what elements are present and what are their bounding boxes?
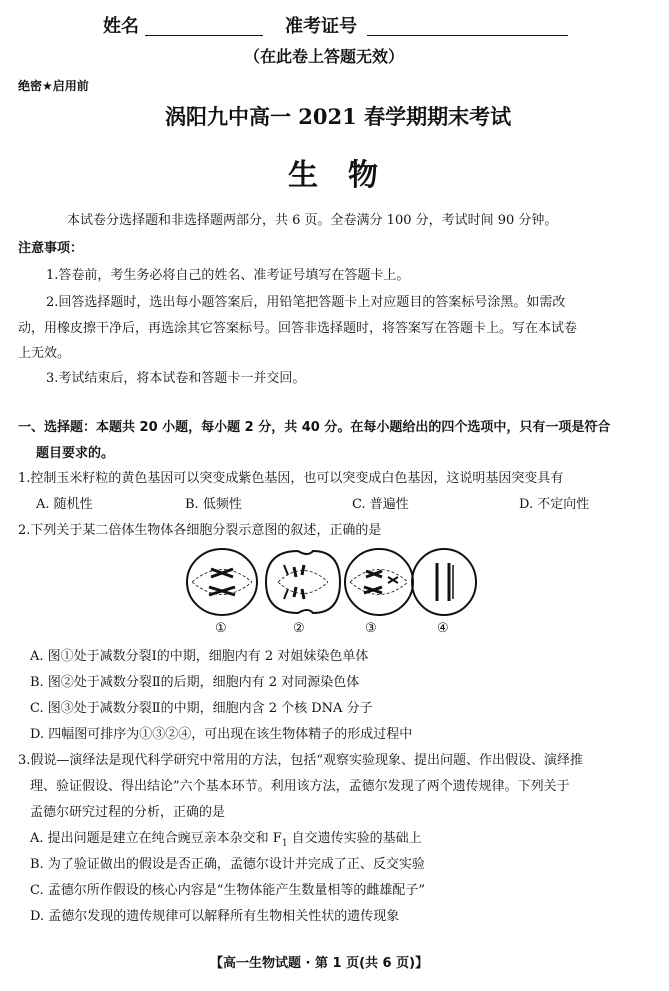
question-3-option-a-subscript: 1	[281, 838, 288, 849]
cell-3-diagram	[345, 549, 413, 615]
question-2-stem: 2.下列关于某二倍体生物体各细胞分裂示意图的叙述，正确的是	[18, 523, 382, 538]
notice-item-2-line-2: 动，用橡皮擦干净后，再选涂其它答案标号。回答非选择题时，将答案写在答题卡上。写在本试卷	[18, 321, 578, 336]
question-1-option-c[interactable]: C. 普遍性	[352, 497, 409, 512]
question-3-option-c[interactable]: C. 孟德尔所作假设的核心内容是“生物体能产生数量相等的雌雄配子”	[30, 883, 426, 898]
question-1-stem: 1.控制玉米籽粒的黄色基因可以突变成紫色基因，也可以突变成白色基因，这说明基因突变具有	[18, 471, 564, 486]
question-3-option-d[interactable]: D. 孟德尔发现的遗传规律可以解释所有生物相关性状的遗传现象	[30, 909, 400, 924]
notice-item-2-line-1: 2.回答选择题时，选出每小题答案后，用铅笔把答题卡上对应题目的答案标号涂黑。如需改	[46, 295, 566, 310]
question-1-option-a[interactable]: A. 随机性	[36, 497, 93, 512]
question-1-option-d[interactable]: D. 不定向性	[519, 497, 590, 512]
confidential-mark: 绝密★启用前	[18, 79, 89, 93]
section-1-instructions-line-1: 一、选择题：本题共 20 小题，每小题 2 分，共 40 分。在每小题给出的四个选项中，只有一项是符合	[18, 420, 611, 435]
question-3-stem-line-1: 3.假说—演绎法是现代科学研究中常用的方法，包括“观察实验现象、提出问题、作出假设、演绎推	[18, 753, 584, 768]
notice-item-3: 3.考试结束后，将本试卷和答题卡一并交回。	[46, 371, 306, 386]
figure-label-1: ①	[215, 621, 227, 636]
question-2-option-c[interactable]: C. 图③处于减数分裂Ⅱ的中期，细胞内含 2 个核 DNA 分子	[30, 701, 373, 716]
question-3-option-a-text-end: 自交遗传实验的基础上	[287, 831, 422, 846]
notice-item-1: 1.答卷前，考生务必将自己的姓名、准考证号填写在答题卡上。	[46, 268, 410, 283]
figure-label-4: ④	[437, 621, 449, 636]
cell-2-diagram	[266, 551, 340, 613]
question-3-option-b[interactable]: B. 为了验证做出的假设是否正确，孟德尔设计并完成了正、反交实验	[30, 857, 425, 872]
section-1-instructions-line-2: 题目要求的。	[36, 446, 115, 461]
subject-title: 生 物	[288, 158, 378, 193]
question-3-option-a[interactable]	[30, 827, 422, 849]
exam-id-label: 准考证号	[285, 16, 357, 37]
cell-4-diagram	[412, 549, 476, 615]
figure-label-3: ③	[365, 621, 377, 636]
page-footer: 【高一生物试题 · 第 1 页(共 6 页)】	[210, 956, 429, 971]
question-3-option-a-text-start: A. 提出问题是建立在纯合豌豆亲本杂交和 F	[30, 831, 282, 846]
name-blank-line[interactable]	[145, 35, 263, 36]
question-2-option-a[interactable]: A. 图①处于减数分裂Ⅰ的中期，细胞内有 2 对姐妹染色单体	[30, 649, 369, 664]
name-label: 姓名	[103, 16, 139, 37]
notice-heading: 注意事项：	[18, 241, 84, 256]
exam-id-blank-line[interactable]	[367, 35, 568, 36]
question-2-option-d[interactable]: D. 四幅图可排序为①③②④，可出现在该生物体精子的形成过程中	[30, 727, 413, 742]
figure-label-2: ②	[293, 621, 305, 636]
exam-title: 涡阳九中高一 2021 春学期期末考试	[165, 104, 512, 129]
invalid-note: （在此卷上答题无效）	[244, 47, 405, 66]
cell-1-diagram	[187, 549, 257, 615]
question-2-option-b[interactable]: B. 图②处于减数分裂Ⅱ的后期，细胞内有 2 对同源染色体	[30, 675, 360, 690]
question-3-stem-line-2: 理、验证假设、得出结论”六个基本环节。利用该方法，孟德尔发现了两个遗传规律。下列关于	[30, 779, 570, 794]
question-1-option-b[interactable]: B. 低频性	[185, 497, 242, 512]
question-3-stem-line-3: 孟德尔研究过程的分析，正确的是	[30, 805, 226, 820]
notice-item-2-line-3: 上无效。	[18, 346, 71, 361]
exam-intro: 本试卷分选择题和非选择题两部分，共 6 页。全卷满分 100 分，考试时间 90 分钟。	[67, 213, 558, 228]
